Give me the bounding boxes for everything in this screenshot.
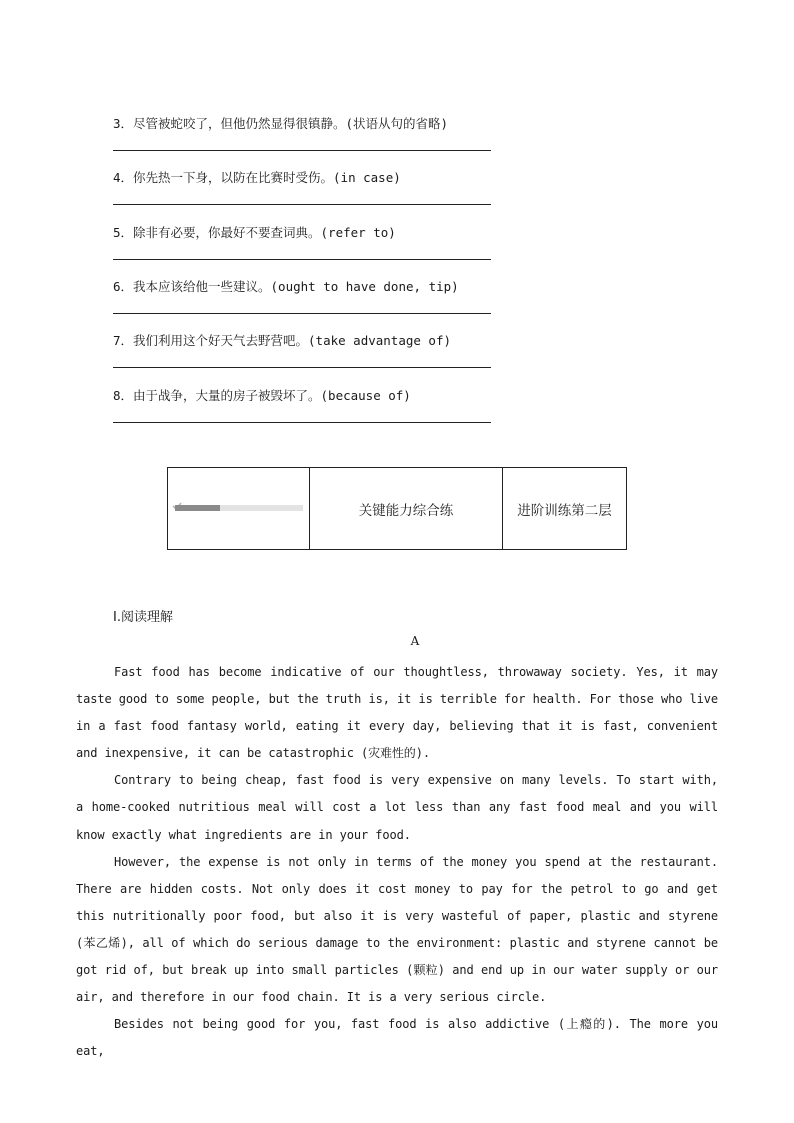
section-banner bbox=[167, 467, 627, 550]
answer-line[interactable] bbox=[113, 204, 491, 205]
exercise-4 bbox=[113, 170, 491, 205]
exercise-8 bbox=[113, 388, 491, 423]
exercise-prompt: 5．除非有必要，你最好不要查词典。(refer to) bbox=[113, 225, 396, 240]
progress-cell bbox=[168, 468, 310, 550]
passage-paragraph: Contrary to being cheap, fast food is very expensive on many levels. To start with, a home-cooked nutritious meal will cost a lot less than any fast food meal and you will know exactly what ingredients are in your food. bbox=[76, 773, 718, 842]
exercise-prompt: 4．你先热一下身，以防在比赛时受伤。(in case) bbox=[113, 170, 401, 185]
progress-fill bbox=[175, 505, 220, 511]
passage-label: A bbox=[410, 634, 420, 648]
exercise-3 bbox=[113, 116, 491, 151]
passage-paragraph: Besides not being good for you, fast food is also addictive (上瘾的). The more you eat, bbox=[76, 1017, 718, 1059]
answer-line[interactable] bbox=[113, 313, 491, 314]
exercise-5 bbox=[113, 225, 491, 260]
exercise-prompt: 3．尽管被蛇咬了，但他仍然显得很镇静。(状语从句的省略) bbox=[113, 116, 449, 131]
section-level: 进阶训练第二层 bbox=[503, 468, 627, 550]
exercise-prompt: 6．我本应该给他一些建议。(ought to have done, tip) bbox=[113, 279, 459, 294]
reading-passage bbox=[76, 659, 718, 1065]
answer-line[interactable] bbox=[113, 422, 491, 423]
reading-heading: Ⅰ.阅读理解 bbox=[113, 610, 173, 625]
exercise-7 bbox=[113, 333, 491, 368]
exercise-6 bbox=[113, 279, 491, 314]
answer-line[interactable] bbox=[113, 259, 491, 260]
answer-line[interactable] bbox=[113, 367, 491, 368]
exercise-prompt: 7．我们利用这个好天气去野营吧。(take advantage of) bbox=[113, 333, 452, 348]
exercise-prompt: 8．由于战争，大量的房子被毁坏了。(because of) bbox=[113, 388, 411, 403]
section-title: 关键能力综合练 bbox=[310, 468, 503, 550]
passage-paragraph: However, the expense is not only in terms of the money you spend at the restaurant. There are hidden costs. Not only does it cost money to pay for the petrol to go and get this nutritionally poor food, but also it is very wasteful of paper, plastic and styrene (苯乙烯), all of which do serious damage to the environment: plastic and styrene cannot be got rid of, but break up into small particles (颗粒) and end up in our water supply or our air, and therefore in our food chain. It is a very serious circle. bbox=[76, 854, 718, 1005]
progress-bar bbox=[175, 505, 303, 511]
passage-paragraph: Fast food has become indicative of our thoughtless, throwaway society. Yes, it may taste good to some people, but the truth is, it is terrible for health. For those who live in a fast food fantasy world, eating it every day, believing that it is fast, convenient and inexpensive, it can be catastrophic (灾难性的). bbox=[76, 665, 718, 761]
answer-line[interactable] bbox=[113, 150, 491, 151]
